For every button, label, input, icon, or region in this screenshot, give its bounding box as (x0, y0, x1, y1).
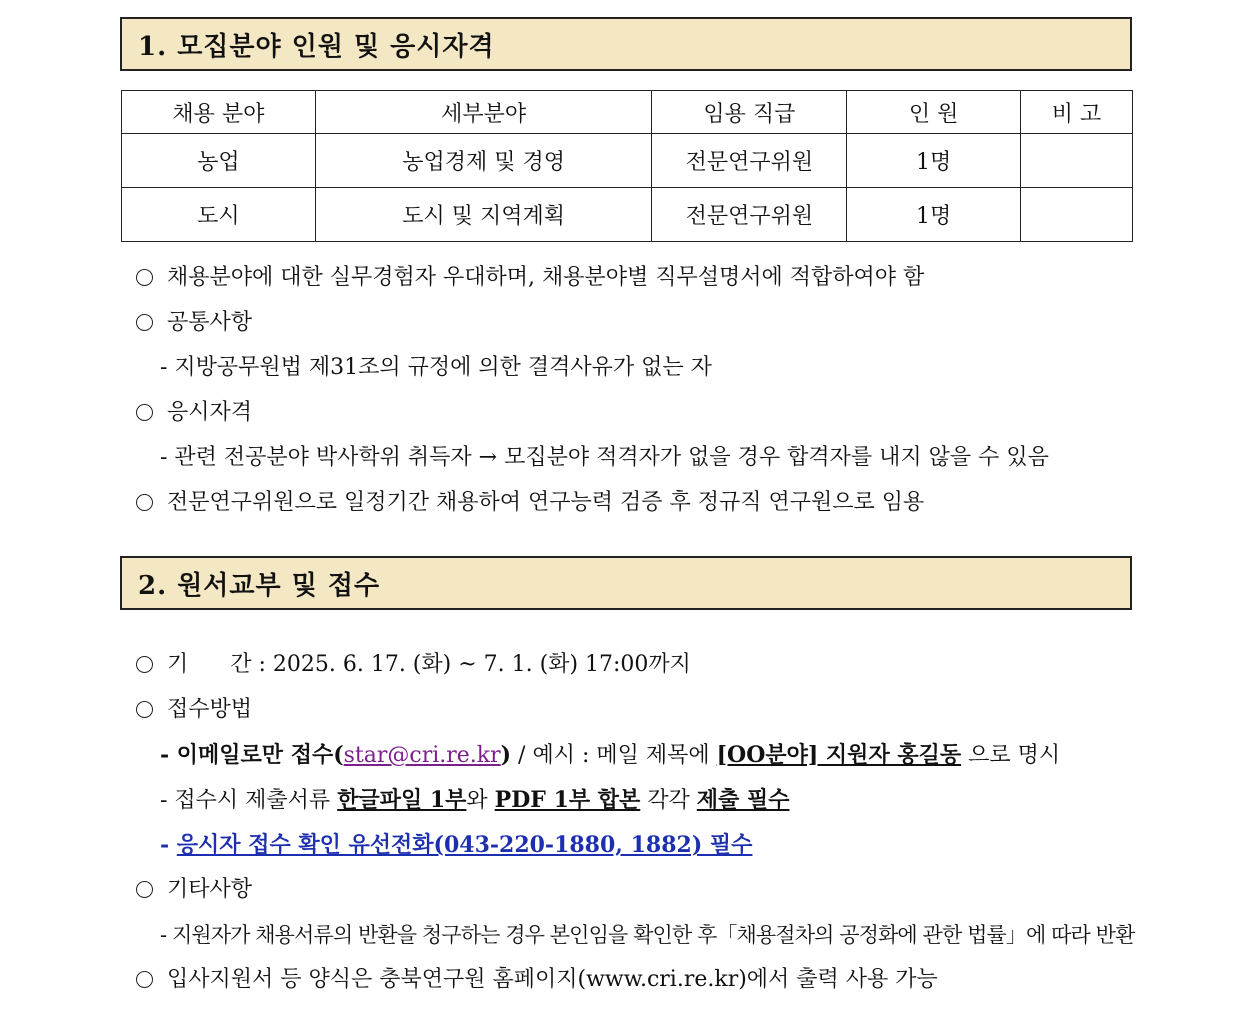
doc-each: 각각 (640, 788, 697, 813)
sub-common: - 지방공무원법 제31조의 규정에 의한 결격사유가 없는 자 (160, 355, 712, 380)
header-cell-note: 비 고 (1021, 91, 1133, 134)
table-cell: 농업 (122, 134, 316, 188)
circle-bullet-icon (136, 269, 153, 286)
email-subject: [OO분야] 지원자 홍길동 (716, 742, 962, 768)
table-cell: 1명 (847, 134, 1021, 188)
bullet-etc (136, 875, 252, 905)
circle-bullet-icon (136, 404, 153, 421)
email-link[interactable]: star@cri.re.kr (343, 743, 501, 768)
bullet-text: 기타사항 (167, 877, 253, 902)
sub-etc: - 지원자가 채용서류의 반환을 청구하는 경우 본인임을 확인한 후「채용절차의 공정화에 관한 법률」에 따라 반환 (160, 923, 1135, 947)
circle-bullet-icon (136, 881, 153, 898)
bullet-text: 응시자격 (167, 400, 253, 425)
bullet-text: 채용분야에 대한 실무경험자 우대하며, 채용분야별 직무설명서에 적합하여야 함 (167, 265, 925, 290)
sub-phone (160, 830, 752, 861)
email-example: / 예시 : 메일 제목에 (511, 743, 717, 768)
bullet-text: 기 간 : 2025. 6. 17. (화) ~ 7. 1. (화) 17:00까지 (167, 652, 691, 677)
header-cell-field: 채용 분야 (122, 91, 316, 134)
header-cell-rank: 임용 직급 (652, 91, 847, 134)
bullet-common (136, 308, 252, 338)
bullet-text: 입사지원서 등 양식은 충북연구원 홈페이지(www.cri.re.kr)에서 출력 사용 가능 (167, 967, 938, 992)
doc-required: 제출 필수 (696, 787, 790, 813)
table-row (122, 188, 1133, 242)
circle-bullet-icon (136, 971, 153, 988)
phone-dash: - (160, 832, 177, 858)
table-cell: 전문연구위원 (652, 188, 847, 242)
bullet-appointment (136, 488, 924, 518)
header-cell-count: 인 원 (847, 91, 1021, 134)
bullet-text: 접수방법 (167, 697, 253, 722)
bullet-form (136, 965, 938, 995)
table-cell: 1명 (847, 188, 1021, 242)
bullet-text: 공통사항 (167, 310, 253, 335)
table-row (122, 134, 1133, 188)
section2-title: 2. 원서교부 및 접수 (120, 556, 1132, 610)
circle-bullet-icon (136, 494, 153, 511)
doc-pdf: PDF 1부 합본 (494, 787, 641, 813)
bullet-period (136, 650, 691, 680)
sub-qualification: - 관련 전공분야 박사학위 취득자 → 모집분야 적격자가 없을 경우 합격자를 내지 않을 수 있음 (160, 445, 1049, 470)
bullet-method (136, 695, 252, 725)
doc-and: 와 (466, 788, 495, 813)
email-tail: 으로 명시 (961, 743, 1061, 768)
sub-email (160, 740, 1060, 771)
circle-bullet-icon (136, 701, 153, 718)
table-cell: 도시 (122, 188, 316, 242)
bullet-preference (136, 263, 924, 293)
phone-confirm: 응시자 접수 확인 유선전화(043-220-1880, 1882) 필수 (176, 832, 753, 858)
table-cell: 전문연구위원 (652, 134, 847, 188)
doc-hwp: 한글파일 1부 (337, 787, 467, 813)
email-lead: - 이메일로만 접수( (160, 742, 344, 768)
table-cell: 도시 및 지역계획 (315, 188, 652, 242)
table-header-row (122, 91, 1133, 134)
section1-title: 1. 모집분야 인원 및 응시자격 (120, 17, 1132, 71)
table-cell (1021, 134, 1133, 188)
circle-bullet-icon (136, 314, 153, 331)
sub-documents (160, 785, 789, 816)
email-close: ) (500, 742, 512, 768)
bullet-qualification (136, 398, 252, 428)
table-cell: 농업경제 및 경영 (315, 134, 652, 188)
table-cell (1021, 188, 1133, 242)
doc-lead: - 접수시 제출서류 (160, 788, 338, 813)
recruitment-table (121, 90, 1133, 242)
circle-bullet-icon (136, 656, 153, 673)
header-cell-subfield: 세부분야 (315, 91, 652, 134)
bullet-text: 전문연구위원으로 일정기간 채용하여 연구능력 검증 후 정규직 연구원으로 임용 (167, 490, 925, 515)
